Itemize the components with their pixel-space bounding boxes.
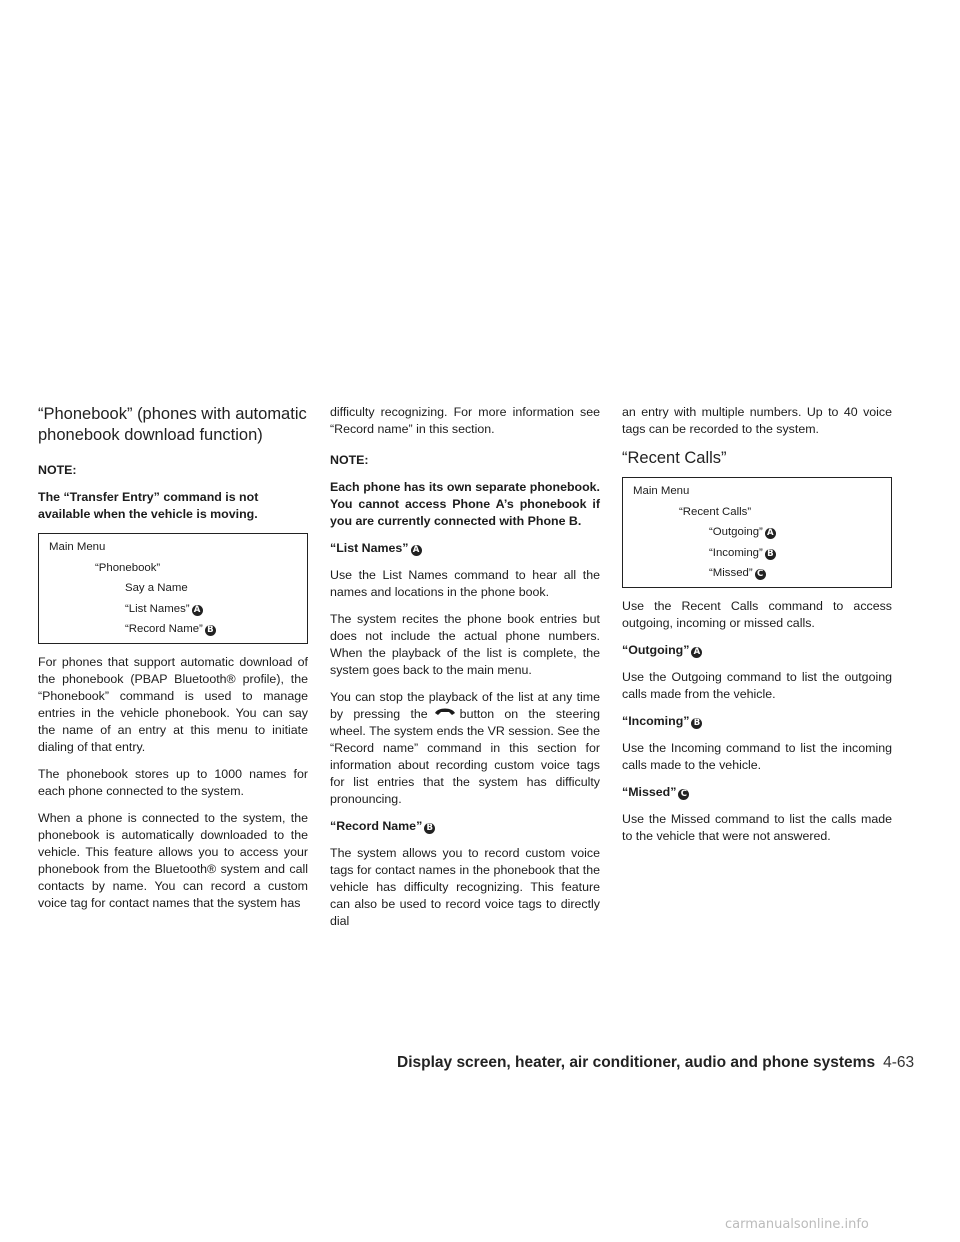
paragraph: The phonebook stores up to 1000 names for each phone connected to the system. bbox=[38, 766, 308, 798]
paragraph: difficulty recognizing. For more information see “Record name” in this section. bbox=[330, 405, 600, 436]
paragraph: When a phone is connected to the system, the phonebook is automatically downloaded to the vehicle. This feature allows you to access your phonebook from the Bluetooth® system and call contacts by name. You can record a custom voice tag for contact names that the system has bbox=[38, 810, 308, 910]
subheading-incoming: “Incoming” B bbox=[622, 713, 892, 730]
column-2 bbox=[330, 404, 600, 940]
badge-a-icon: A bbox=[765, 528, 776, 539]
menu-item-main-menu: Main Menu bbox=[49, 541, 106, 553]
paragraph: Use the List Names command to hear all the names and locations in the phone book. bbox=[330, 568, 600, 599]
badge-b-icon: B bbox=[691, 718, 702, 729]
phonebook-menu-box bbox=[38, 533, 308, 644]
menu-item-record-name: “Record Name” B bbox=[49, 619, 297, 640]
paragraph-stop-playback: You can stop the playback of the list at any time by pressing the button on the steering wheel. The system ends the VR session. See the “Record name” command in this section for information about recording custom voice tags for list entries that the system has difficulty pronouncing. bbox=[330, 690, 600, 806]
paragraph: Use the Recent Calls command to access outgoing, incoming or missed calls. bbox=[622, 598, 892, 630]
badge-b-icon: B bbox=[424, 823, 435, 834]
paragraph: The system recites the phone book entries but does not include the actual phone numbers. When the playback of the list is complete, the system goes back to the main menu. bbox=[330, 612, 600, 677]
badge-b-icon: B bbox=[205, 625, 216, 636]
paragraph: The system allows you to record custom voice tags for contact names in the phonebook that the vehicle has difficulty recognizing. This feature can also be used to record voice tags to directly dial bbox=[330, 846, 600, 928]
menu-item-say-a-name: Say a Name bbox=[125, 582, 188, 594]
badge-b-icon: B bbox=[765, 549, 776, 560]
subheading-missed: “Missed” C bbox=[622, 784, 892, 801]
paragraph: For phones that support automatic download of the phonebook (PBAP Bluetooth® profile), the “Phonebook” command is used to manage entries in the vehicle phonebook. You can say the name of an entry at this menu to initiate dialing of that entry. bbox=[38, 654, 308, 754]
paragraph: Use the Outgoing command to list the outgoing calls made from the vehicle. bbox=[622, 669, 892, 701]
menu-item-recent-calls: “Recent Calls” bbox=[679, 505, 752, 518]
badge-a-icon: A bbox=[691, 647, 702, 658]
paragraph: Use the Incoming command to list the incoming calls made to the vehicle. bbox=[622, 740, 892, 772]
subheading-record-name: “Record Name” B bbox=[330, 818, 600, 835]
column-3 bbox=[622, 404, 892, 855]
note-label: NOTE: bbox=[38, 463, 77, 477]
note-label: NOTE: bbox=[330, 453, 369, 467]
menu-item-main-menu: Main Menu bbox=[633, 485, 690, 497]
menu-item-list-names: “List Names” A bbox=[49, 599, 297, 620]
footer-title: Display screen, heater, air conditioner, audio and phone systems bbox=[397, 1054, 876, 1071]
badge-c-icon: C bbox=[678, 789, 689, 800]
menu-item-missed: “Missed” C bbox=[633, 563, 881, 584]
badge-c-icon: C bbox=[755, 569, 766, 580]
badge-a-icon: A bbox=[411, 545, 422, 556]
subheading-list-names: “List Names” A bbox=[330, 540, 600, 557]
menu-item-incoming: “Incoming” B bbox=[633, 543, 881, 564]
subheading-outgoing: “Outgoing” A bbox=[622, 642, 892, 659]
page-footer bbox=[397, 1053, 914, 1073]
menu-item-phonebook: “Phonebook” bbox=[95, 561, 161, 574]
note-text: Each phone has its own separate phonebook. You cannot access Phone A’s phonebook if you are currently connected with Phone B. bbox=[330, 480, 600, 528]
paragraph: an entry with multiple numbers. Up to 40 voice tags can be recorded to the system. bbox=[622, 405, 892, 436]
badge-a-icon: A bbox=[192, 605, 203, 616]
column-1 bbox=[38, 404, 308, 922]
page-number: 4-63 bbox=[883, 1054, 915, 1071]
section-heading-recent-calls: “Recent Calls” bbox=[622, 449, 727, 467]
watermark: carmanualsonline.info bbox=[725, 1217, 869, 1232]
menu-item-outgoing: “Outgoing” A bbox=[633, 522, 881, 543]
note-text: The “Transfer Entry” command is not available when the vehicle is moving. bbox=[38, 490, 259, 521]
recent-calls-menu-box bbox=[622, 477, 892, 588]
phone-hangup-icon bbox=[434, 706, 456, 716]
paragraph: Use the Missed command to list the calls made to the vehicle that were not answered. bbox=[622, 811, 892, 843]
section-heading-phonebook: “Phonebook” (phones with automatic phonebook download function) bbox=[38, 405, 307, 444]
